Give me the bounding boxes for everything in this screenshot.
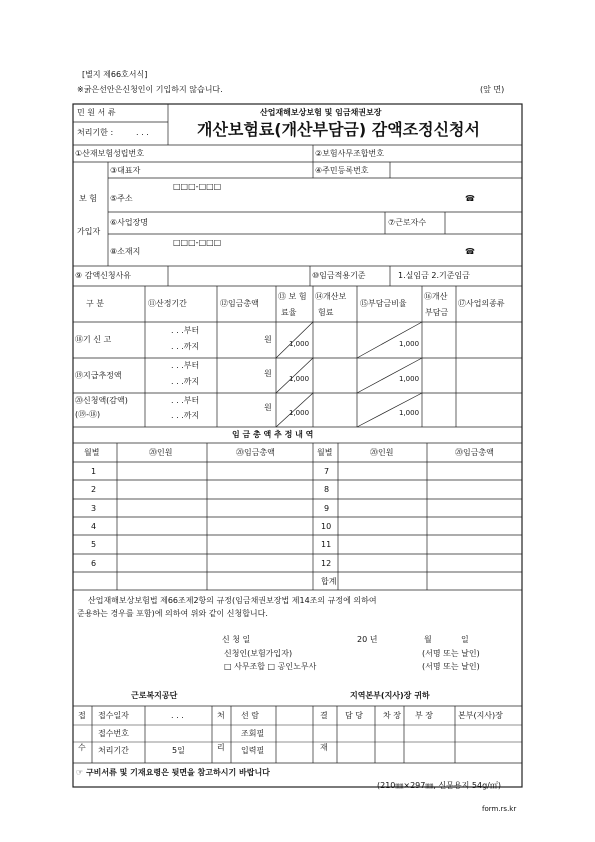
officer-deputy: 차 장 xyxy=(383,711,401,720)
label-insured-2: 가입자 xyxy=(77,227,101,236)
label-site-name: ⑥사업장명 xyxy=(110,218,149,227)
month-cell: 합계 xyxy=(321,577,337,586)
label-insurance-no: ①산재보험성립번호 xyxy=(75,149,144,158)
ratio-unit: 1,000 xyxy=(399,375,420,383)
site-url: form.rs.kr xyxy=(482,805,517,813)
month-cell: 7 xyxy=(324,467,330,476)
month-cell: 6 xyxy=(91,559,97,568)
form-title: 개산보험료(개산부담금) 감액조정신청서 xyxy=(197,120,480,139)
applicant-label: 신청인(보험가입자) xyxy=(224,649,293,658)
rate-unit: 1,000 xyxy=(289,340,310,348)
label-wage-standard: ⑩임금적용기준 xyxy=(312,271,366,280)
header-people: ⑳인원 xyxy=(370,448,394,457)
row-label-declared: ⑱기 신 고 xyxy=(75,335,112,344)
process-label-2: 리 xyxy=(217,743,225,752)
officer-head: 본부(지사)장 xyxy=(458,711,503,720)
header-ratio: ⑮부담금비율 xyxy=(360,299,407,308)
month-cell: 10 xyxy=(321,522,332,531)
period-label: 처리기한 : xyxy=(77,128,114,137)
period-from: . . .부터 xyxy=(171,396,200,405)
receipt-date-label: 접수일자 xyxy=(98,711,129,720)
rate-unit: 1,000 xyxy=(289,375,310,383)
period-dots: . . . xyxy=(136,128,149,137)
row-label-requested-formula: (⑲-⑱) xyxy=(75,410,101,419)
label-insured-1: 보 험 xyxy=(79,194,97,203)
officer-manager: 부 장 xyxy=(415,711,433,720)
month-cell: 11 xyxy=(321,540,332,549)
instruction-note: ※굵은선안은신청인이 기입하지 않습니다. xyxy=(77,85,223,94)
header-burden-1: ⑯개산 xyxy=(424,292,448,301)
footer-note: ☞ 구비서류 및 기재요령은 뒷면을 참고하시기 바랍니다 xyxy=(76,768,270,777)
header-wage: ⑳임금총액 xyxy=(236,448,275,457)
form-subtitle: 산업재해보상보험 및 임금채권보장 xyxy=(260,108,382,117)
addressee: 지역본부(지사)장 귀하 xyxy=(350,691,430,700)
label-office-no: ②보험사무조합번호 xyxy=(315,149,384,158)
header-wage: ⑳임금총액 xyxy=(455,448,494,457)
apply-day: 일 xyxy=(461,635,469,644)
page-side: (앞 면) xyxy=(480,85,505,94)
ratio-unit: 1,000 xyxy=(399,340,420,348)
declaration-line-1: 산업재해보상보험법 제66조제2항의 규정(임금채권보장법 제14조의 규정에 의하여 xyxy=(88,596,377,605)
wage-standard-options: 1.실임금 2.기준임금 xyxy=(398,271,470,280)
header-burden-2: 부담금 xyxy=(425,308,449,317)
header-people: ⑳인원 xyxy=(149,448,173,457)
header-month: 월별 xyxy=(317,448,333,457)
location-postcode: □□□-□□□ xyxy=(173,238,222,247)
wage-section-title: 임 금 총 액 추 정 내 역 xyxy=(232,430,314,439)
receipt-date-dots: . . . xyxy=(171,711,184,720)
process-label-1: 처 xyxy=(217,711,225,720)
won-unit: 원 xyxy=(264,369,272,378)
agent-options: □ 사무조합 □ 공인노무사 xyxy=(224,662,317,671)
month-cell: 1 xyxy=(91,467,97,476)
month-cell: 9 xyxy=(324,504,330,513)
organization-name: 근로복지공단 xyxy=(131,691,178,700)
month-cell: 8 xyxy=(324,485,330,494)
won-unit: 원 xyxy=(264,403,272,412)
header-division: 구 분 xyxy=(86,299,104,308)
declaration-line-2: 준용하는 경우를 포함)에 의하여 위와 같이 신청합니다. xyxy=(77,609,268,618)
label-location: ⑧소재지 xyxy=(110,247,141,256)
address-postcode: □□□-□□□ xyxy=(173,182,222,191)
apply-date-label: 신 청 일 xyxy=(222,635,251,644)
month-cell: 12 xyxy=(321,559,332,568)
apply-month: 월 xyxy=(424,635,432,644)
label-address: ⑤주소 xyxy=(110,194,133,203)
form-number: [별지 제66호서식] xyxy=(82,70,148,79)
label-resident-no: ④주민등록번호 xyxy=(315,166,369,175)
month-cell: 4 xyxy=(91,522,97,531)
header-business-type: ⑰사업의종류 xyxy=(458,299,505,308)
month-cell: 2 xyxy=(91,485,97,494)
receipt-no-label: 접수번호 xyxy=(98,729,129,738)
period-to: . . .까지 xyxy=(171,411,200,420)
phone-icon: ☎ xyxy=(465,247,475,256)
header-month: 월별 xyxy=(84,448,100,457)
header-period: ⑪산정기간 xyxy=(148,299,187,308)
month-cell: 3 xyxy=(91,504,97,513)
period-from: . . .부터 xyxy=(171,326,200,335)
civil-doc-label: 민 원 서 류 xyxy=(77,108,116,117)
deadline-days: 5일 xyxy=(172,746,185,755)
input-label: 입력필 xyxy=(241,746,265,755)
label-reason: ⑨ 감액신청사유 xyxy=(75,271,132,280)
header-rate-1: ⑬ 보 험 xyxy=(278,292,307,301)
signature-hint: (서명 또는 날인) xyxy=(422,662,480,671)
ratio-unit: 1,000 xyxy=(399,409,420,417)
header-premium-1: ⑭개산보 xyxy=(315,292,347,301)
header-premium-2: 험료 xyxy=(318,308,334,317)
phone-icon: ☎ xyxy=(465,194,475,203)
rate-unit: 1,000 xyxy=(289,409,310,417)
receipt-label-1: 접 xyxy=(78,711,86,720)
month-cell: 5 xyxy=(91,540,97,549)
header-rate-2: 료율 xyxy=(281,308,297,317)
paper-spec: (210㎜×297㎜, 신문용지 54g/㎡) xyxy=(377,781,501,790)
inquiry-label: 조회필 xyxy=(241,729,265,738)
deadline-label: 처리기간 xyxy=(98,746,129,755)
period-from: . . .부터 xyxy=(171,361,200,370)
label-representative: ③대표자 xyxy=(110,166,141,175)
period-to: . . .까지 xyxy=(171,377,200,386)
approval-label-2: 재 xyxy=(320,743,328,752)
apply-year: 20 년 xyxy=(357,635,378,644)
signature-hint: (서명 또는 날인) xyxy=(422,649,480,658)
row-label-requested: ⑳신청액(감액) xyxy=(75,396,128,405)
officer-staff: 담 당 xyxy=(345,711,363,720)
receipt-label-2: 수 xyxy=(78,743,86,752)
won-unit: 원 xyxy=(264,335,272,344)
header-wage-total: ⑫임금총액 xyxy=(220,299,259,308)
row-label-estimated: ⑲지급추정액 xyxy=(75,371,122,380)
select-label: 선 람 xyxy=(241,711,259,720)
period-to: . . .까지 xyxy=(171,342,200,351)
approval-label-1: 결 xyxy=(320,711,328,720)
label-workers: ⑦근로자수 xyxy=(388,218,427,227)
